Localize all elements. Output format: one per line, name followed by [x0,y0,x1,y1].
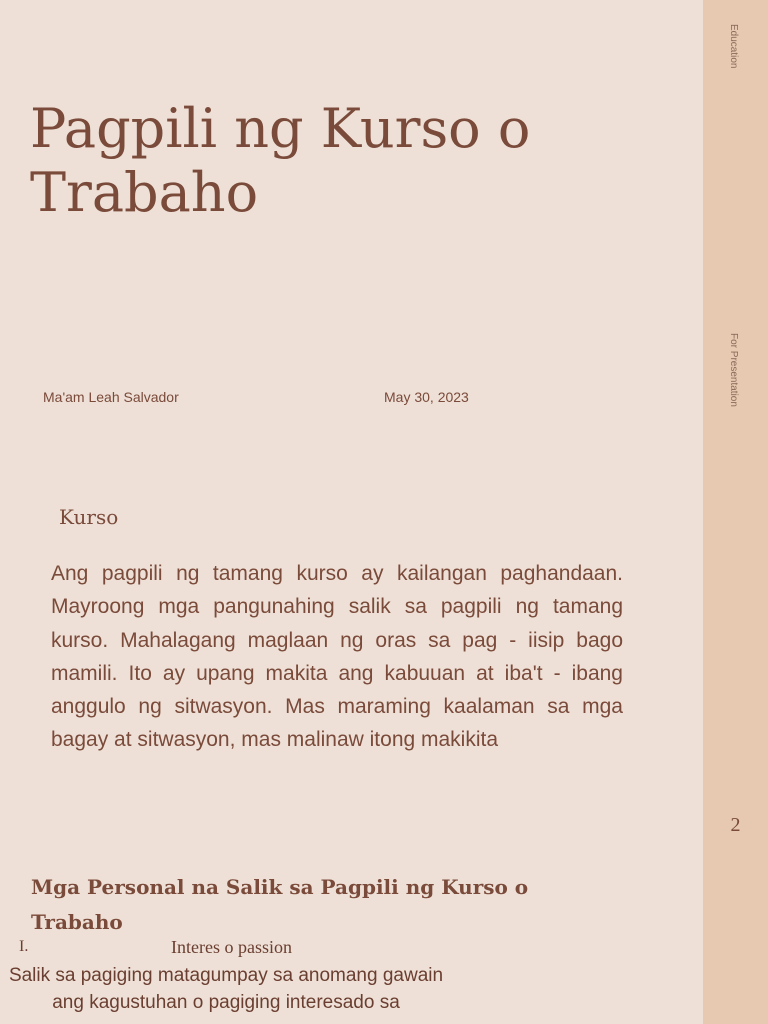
list-item-number: I. [19,938,29,955]
presentation-date: May 30, 2023 [384,389,469,405]
page-title: Pagpili ng Kurso o Trabaho [30,97,531,224]
purpose-tag: For Presentation [728,333,739,407]
author-name: Ma'am Leah Salvador [43,389,179,405]
page-number: 2 [730,814,741,836]
section-heading: Kurso [59,505,119,529]
category-tag: Education [728,24,739,69]
list-item-title: Interes o passion [171,937,292,957]
section2-heading: Mga Personal na Salik sa Pagpili ng Kurso o Trabaho [31,875,529,934]
side-panel [703,0,768,1024]
list-item-body: Salik sa pagiging matagumpay sa anomang gawain ang kagustuhan o pagiging interesado sa [8,965,444,1013]
section-body: Ang pagpili ng tamang kurso ay kailangan paghandaan. Mayroong mga pangunahing salik sa pagpili ng tamang kurso. Mahalagang maglaan ng oras sa pag - iisip bago mamili. Ito ay upang makita ang kabuuan at iba't - ibang anggulo ng sitwasyon. Mas maraming kaalaman sa mga bagay at sitwasyon, mas malinaw itong makikita [51,562,623,752]
